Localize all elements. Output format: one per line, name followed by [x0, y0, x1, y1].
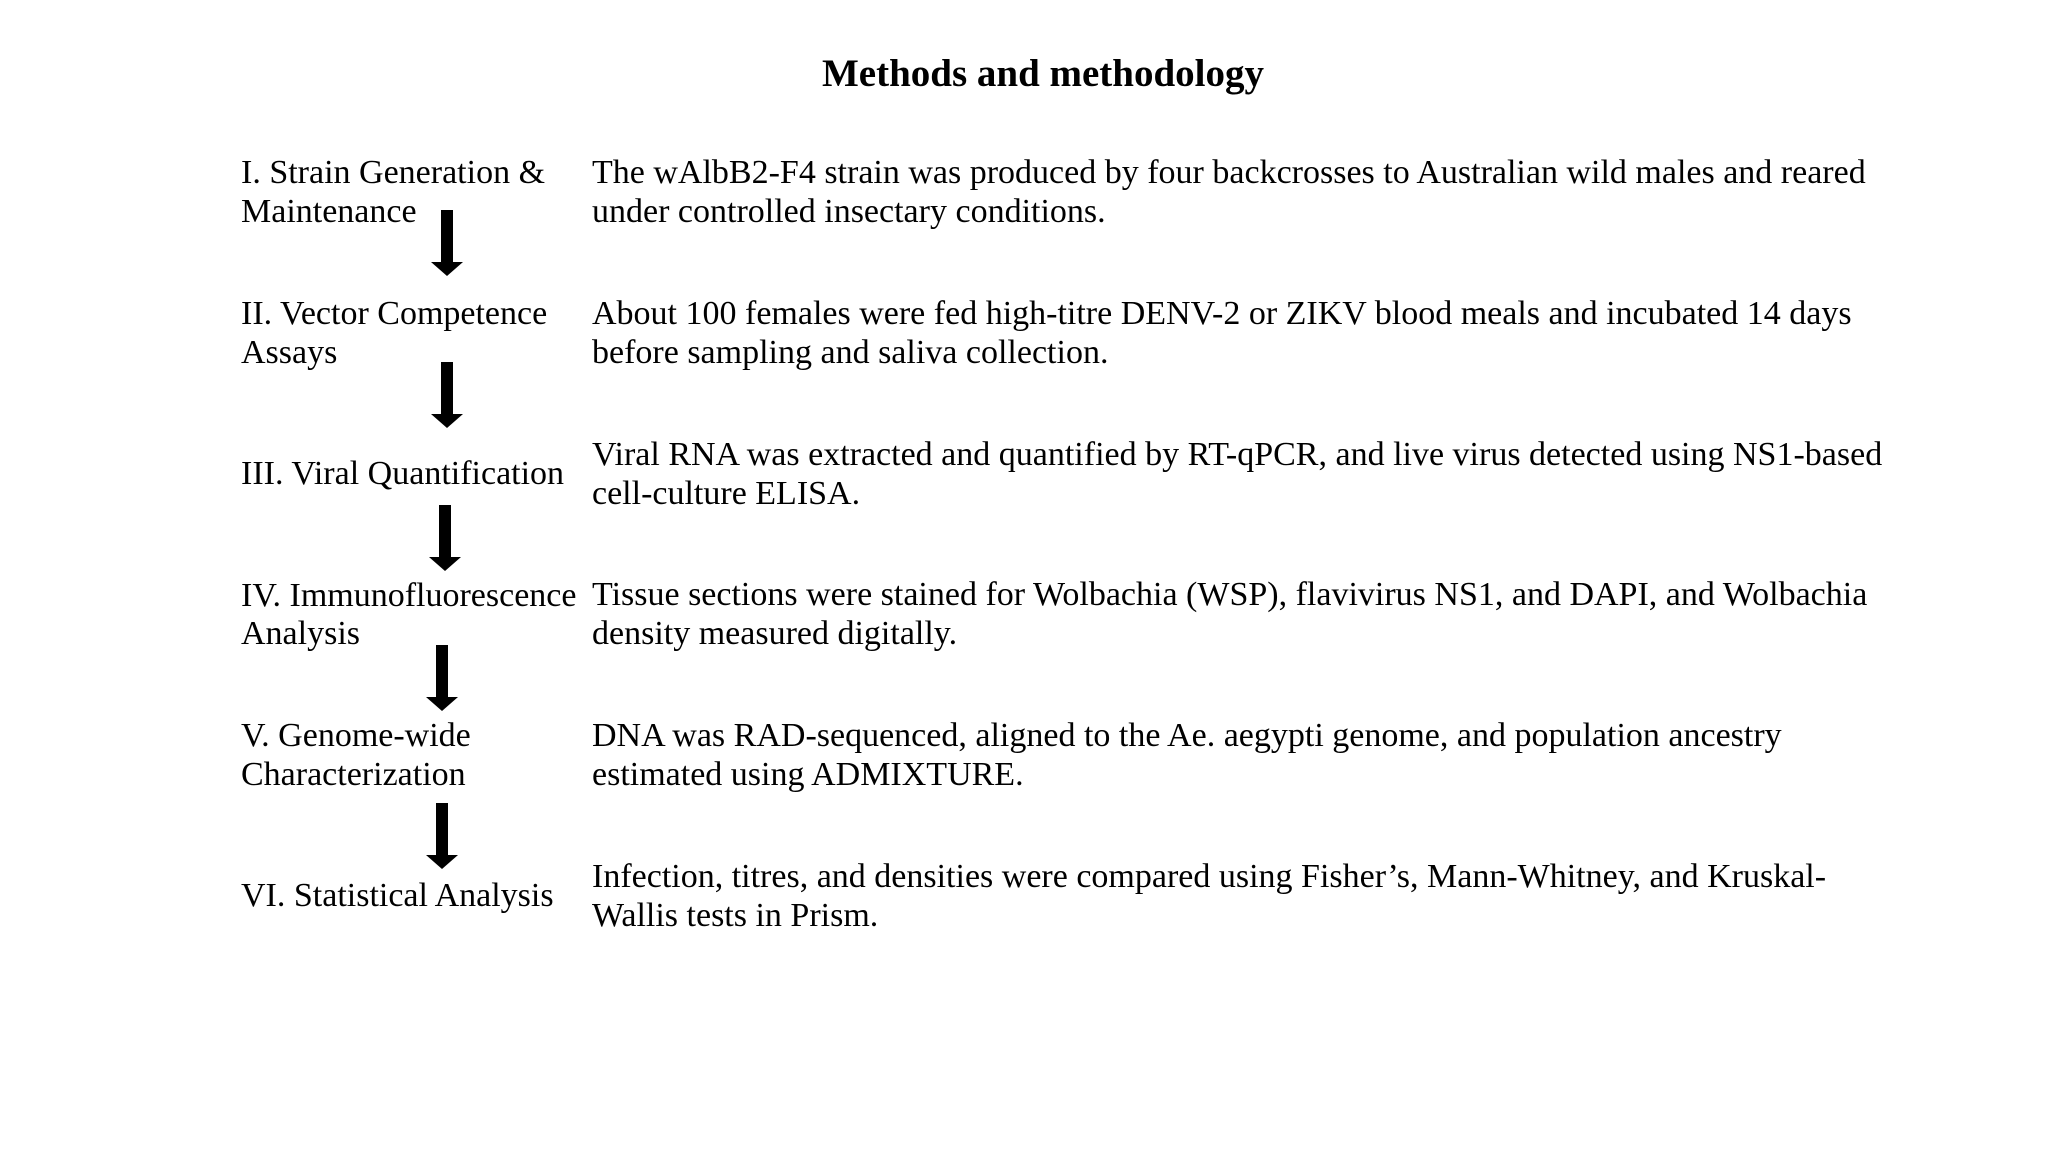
down-arrow-icon: [430, 210, 464, 276]
step-4-description: Tissue sections were stained for Wolbachia (WSP), flavivirus NS1, and DAPI, and Wolbachia density measured digitally.: [592, 576, 1868, 652]
down-arrow-icon: [425, 645, 459, 711]
step-3-label: III. Viral Quantification: [241, 455, 565, 493]
step-1-label: I. Strain Generation & Maintenance: [241, 154, 546, 230]
step-6-description: Infection, titres, and densities were compared using Fisher’s, Mann-Whitney, and Kruskal-Wallis tests in Prism.: [592, 858, 1827, 934]
down-arrow-icon: [428, 505, 462, 571]
step-6-label: VI. Statistical Analysis: [241, 877, 554, 915]
step-5-label: V. Genome-wide Characterization: [241, 717, 471, 793]
step-2-label: II. Vector Competence Assays: [241, 295, 548, 371]
down-arrow-icon: [425, 803, 459, 869]
step-4-label: IV. Immunofluorescence Analysis: [241, 576, 577, 652]
step-5-description: DNA was RAD-sequenced, aligned to the Ae. aegypti genome, and population ancestry estimated using ADMIXTURE.: [592, 717, 1782, 793]
step-3-description: Viral RNA was extracted and quantified by RT-qPCR, and live virus detected using NS1-based cell-culture ELISA.: [592, 436, 1883, 512]
down-arrow-icon: [430, 362, 464, 428]
step-1-description: The wAlbB2-F4 strain was produced by four backcrosses to Australian wild males and reared under controlled insectary conditions.: [592, 154, 1866, 230]
step-2-description: About 100 females were fed high-titre DENV-2 or ZIKV blood meals and incubated 14 days before sampling and saliva collection.: [592, 295, 1852, 371]
diagram-title: Methods and methodology: [821, 52, 1265, 95]
